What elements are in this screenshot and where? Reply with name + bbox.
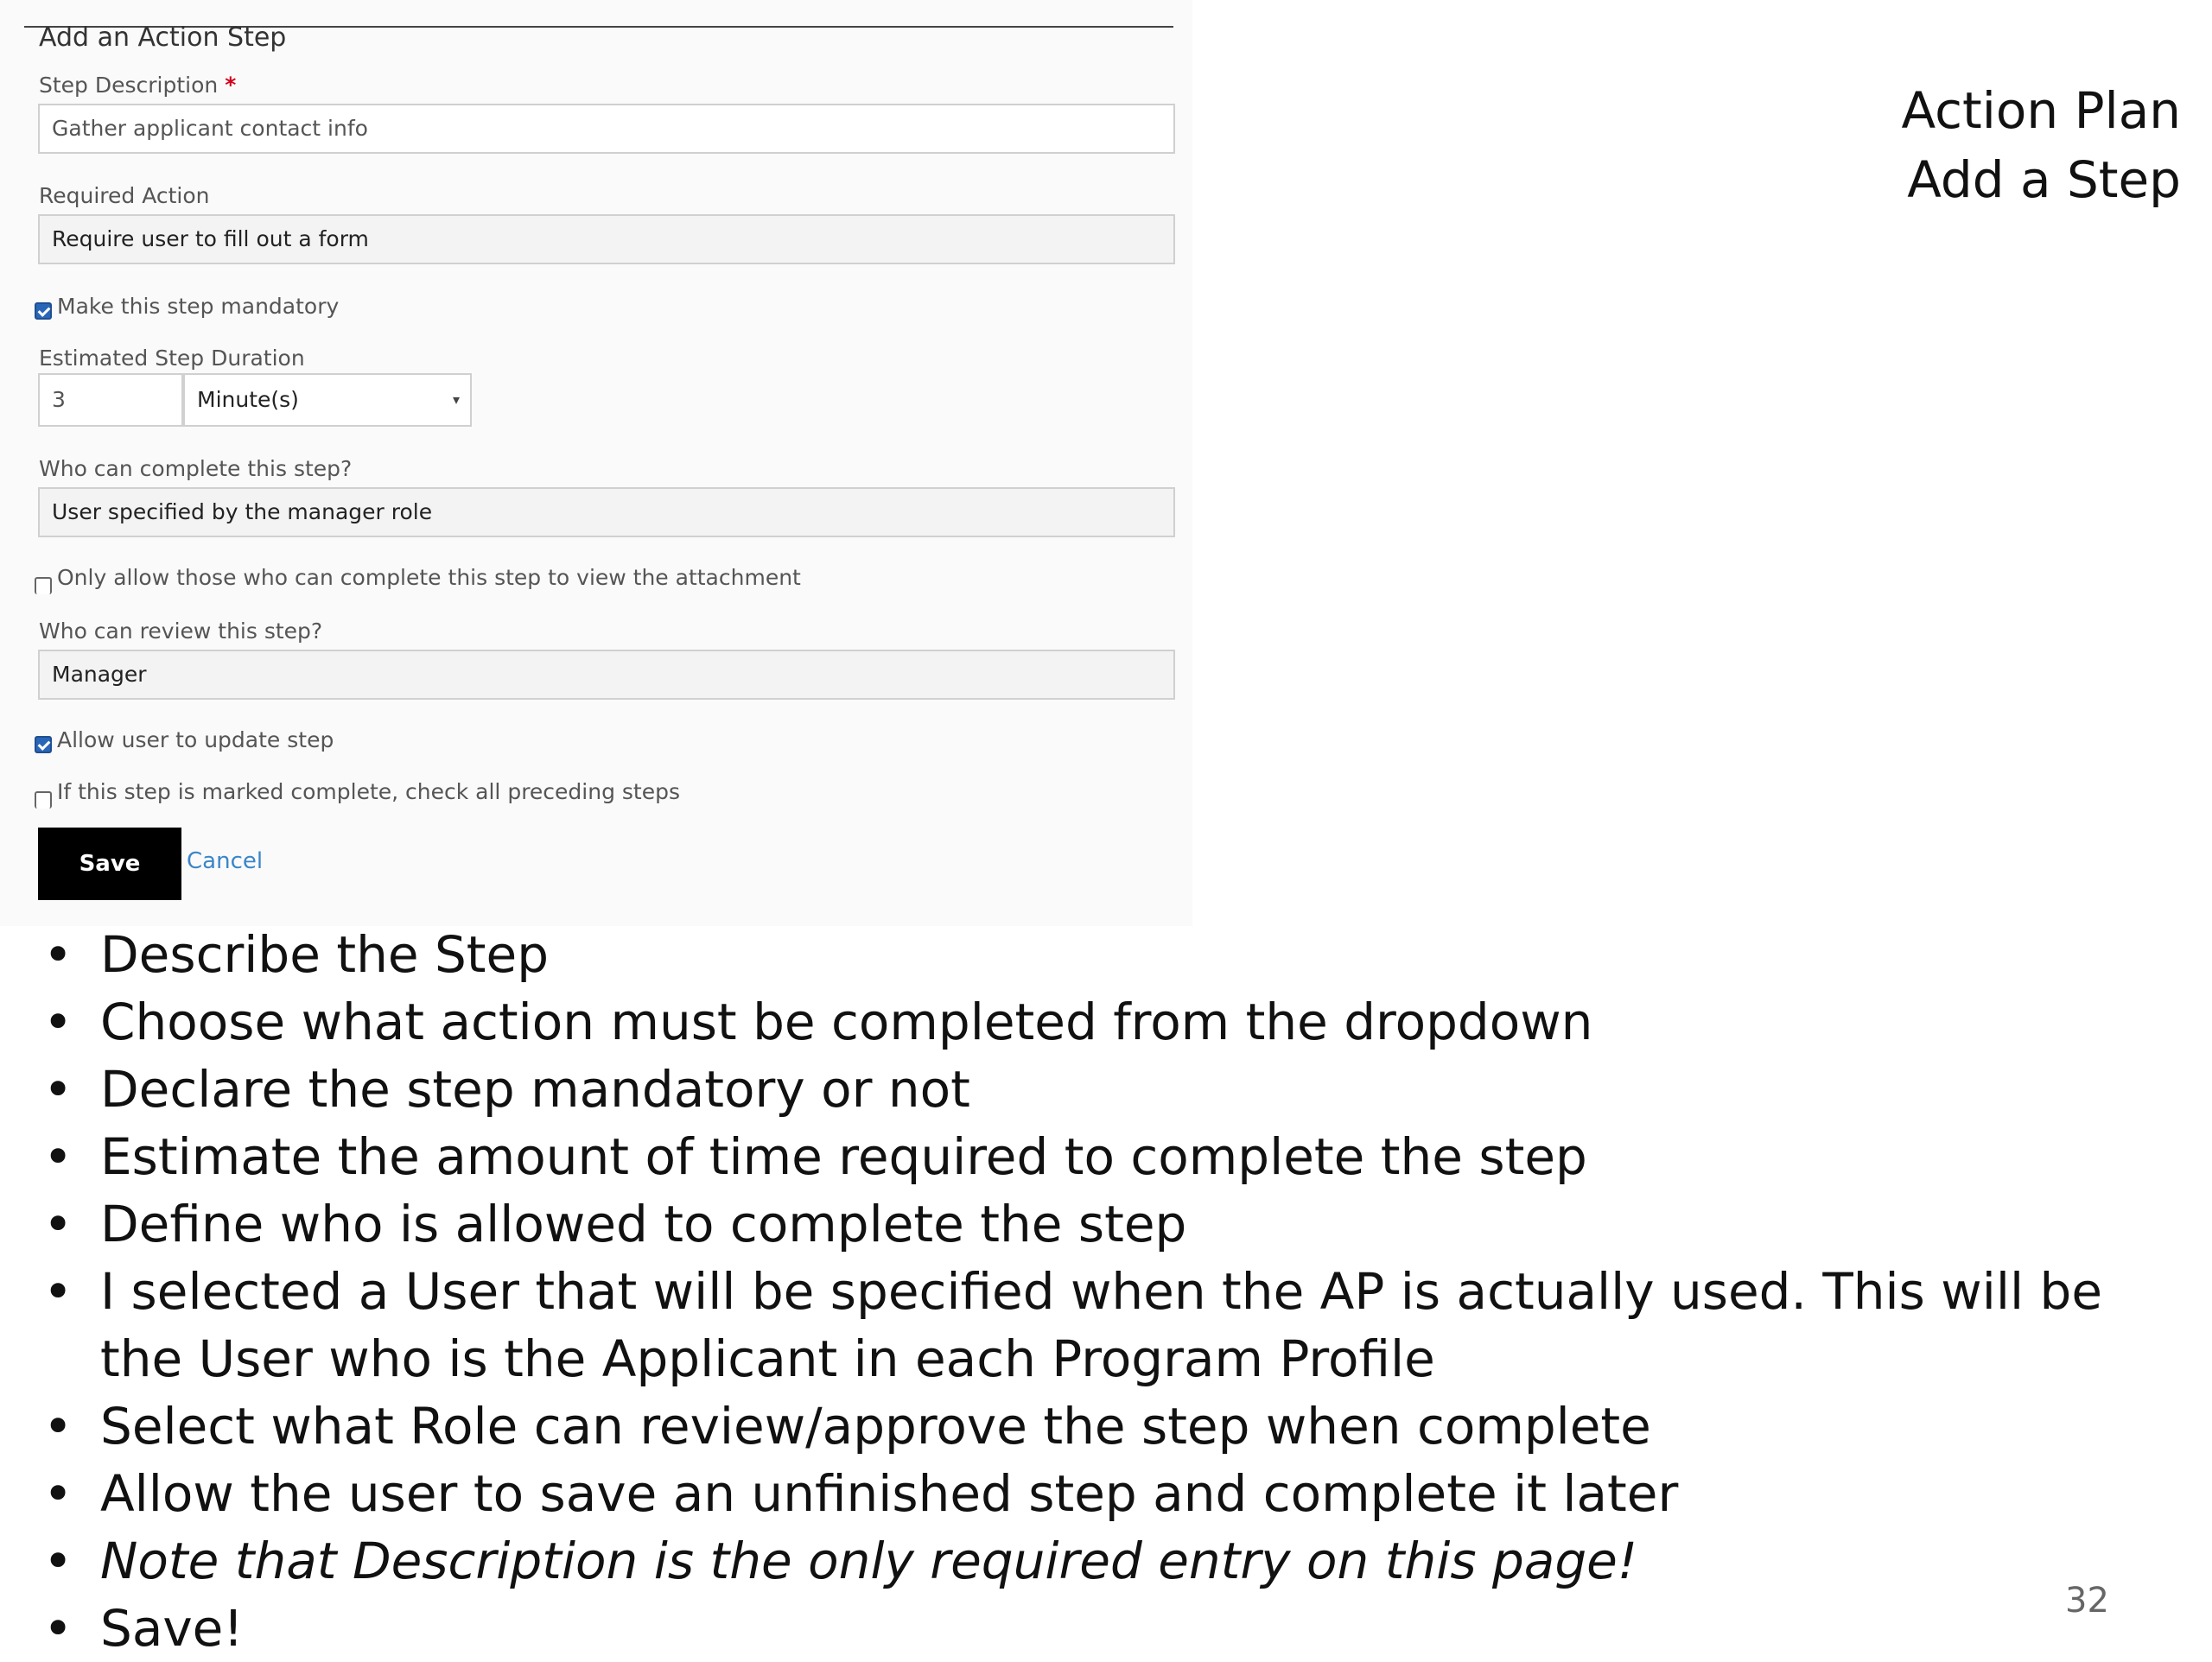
bullet-item-note: • Note that Description is the only required entry on this page! (43, 1527, 2152, 1595)
update-checkbox-label: Allow user to update step (57, 727, 334, 752)
save-button[interactable]: Save (38, 828, 181, 900)
bullet-item: • Select what Role can review/approve the step when complete (43, 1392, 2152, 1460)
update-checkbox[interactable] (35, 736, 52, 753)
preceding-checkbox-label: If this step is marked complete, check all preceding steps (57, 779, 681, 804)
form-title: Add an Action Step (39, 22, 287, 53)
bullet-list (43, 921, 2152, 1662)
mandatory-checkbox[interactable] (35, 302, 52, 320)
required-action-select[interactable]: Require user to fill out a form (38, 214, 1175, 264)
step-description-input[interactable]: Gather applicant contact info (38, 104, 1175, 154)
attachment-checkbox-label: Only allow those who can complete this step to view the attachment (57, 565, 801, 590)
bullet-item: • I selected a User that will be specified when the AP is actually used. This will be the User who is the Applicant in each Program Profile (43, 1258, 2152, 1392)
duration-unit-select[interactable] (183, 373, 472, 427)
bullet-item: • Allow the user to save an unfinished step and complete it later (43, 1460, 2152, 1527)
bullet-item: • Choose what action must be completed from the dropdown (43, 988, 2152, 1056)
slide-title (1902, 76, 2181, 214)
bullet-item: • Estimate the amount of time required to complete the step (43, 1123, 2152, 1190)
preceding-checkbox[interactable] (35, 791, 52, 809)
step-description-label: Step Description * (39, 73, 237, 98)
bullet-item: • Describe the Step (43, 921, 2152, 988)
cancel-link[interactable]: Cancel (187, 848, 264, 874)
bullet-item: • Declare the step mandatory or not (43, 1056, 2152, 1123)
attachment-checkbox[interactable] (35, 577, 52, 594)
who-review-select[interactable]: Manager (38, 650, 1175, 700)
slide-title-line-2: Add a Step (1907, 150, 2181, 209)
mandatory-checkbox-label: Make this step mandatory (57, 294, 340, 319)
bullet-item: • Save! (43, 1595, 2152, 1662)
duration-unit-value: Minute(s) (197, 387, 299, 412)
required-marker: * (225, 73, 237, 98)
who-complete-select[interactable]: User specified by the manager role (38, 487, 1175, 537)
slide-title-line-1: Action Plan (1901, 81, 2181, 140)
who-review-label: Who can review this step? (39, 618, 323, 644)
page-number: 32 (2065, 1581, 2109, 1621)
chevron-down-icon: ▾ (452, 391, 460, 408)
duration-value-input[interactable]: 3 (38, 373, 183, 427)
required-action-label: Required Action (39, 183, 210, 208)
bullet-item: • Define who is allowed to complete the step (43, 1190, 2152, 1258)
duration-label: Estimated Step Duration (39, 346, 305, 371)
who-complete-label: Who can complete this step? (39, 456, 353, 481)
add-action-step-form (0, 0, 1192, 926)
